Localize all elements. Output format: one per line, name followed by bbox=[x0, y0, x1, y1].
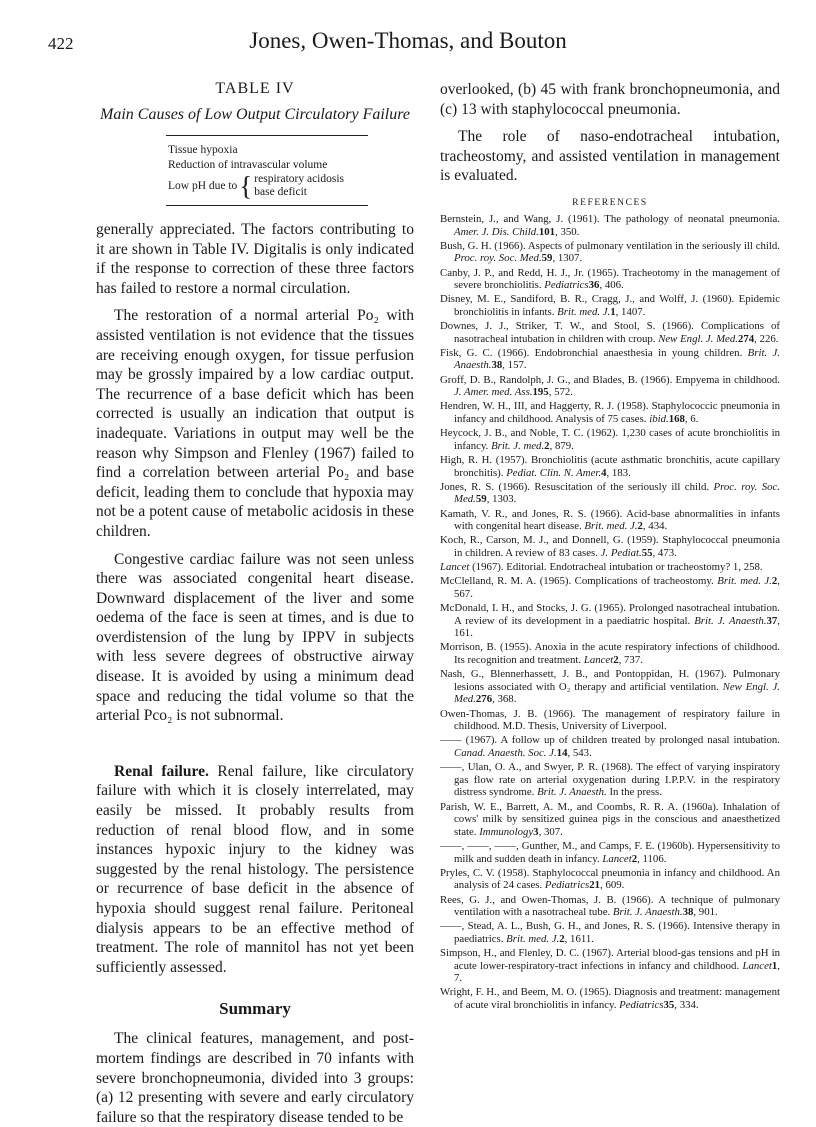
ref-volume: 1 bbox=[610, 305, 616, 318]
ref-journal: Pediatrics bbox=[544, 279, 589, 292]
ref-authors: Nash, G., Blennerhassett, J. B., and Pontoppidan, H. (1967). Pulmonary lesions associated with O₂ therapy and artificial ventilation. bbox=[440, 668, 780, 693]
reference-item bbox=[440, 347, 780, 372]
reference-item bbox=[440, 867, 780, 892]
ref-pages: (1967). Editorial. Endotracheal intubation or tracheostomy? 1, 258. bbox=[469, 561, 763, 574]
ref-volume: 276 bbox=[475, 693, 493, 706]
ref-pages: , 7. bbox=[454, 959, 780, 985]
ref-journal: Proc. roy. Soc. Med. bbox=[454, 252, 542, 265]
reference-item bbox=[440, 267, 780, 292]
ref-authors: Rees, G. J., and Owen-Thomas, J. B. (1966). A technique of pulmonary ventilation with a nasotracheal tube. bbox=[440, 893, 780, 919]
ref-volume: 2 bbox=[631, 852, 638, 865]
ref-volume: 14 bbox=[556, 747, 568, 759]
table-row bbox=[168, 173, 368, 199]
ref-volume: 2 bbox=[544, 439, 550, 452]
page-header bbox=[40, 28, 776, 62]
renal-failure-text: Renal failure, like circulatory failure with which it is closely interrelated, may easily be missed. It probably results from reduction of renal blood flow, and in some instances hypoxic injury to the kidney was suggested by the renal histology. The persistence or recurrence of base deficit in the absence of hypoxia should suggest renal failure. Peritoneal dialysis appears to be an effective method of treatment. The role of mannitol has not yet been sufficiently assessed. bbox=[96, 762, 414, 976]
ref-volume: 38 bbox=[491, 359, 503, 372]
reference-list bbox=[440, 213, 780, 1012]
ref-authors: Bernstein, J., and Wang, J. (1961). The pathology of neonatal pneumonia. bbox=[440, 212, 780, 225]
ref-pages: , 567. bbox=[454, 575, 780, 600]
ref-volume: 2 bbox=[637, 520, 643, 533]
ref-pages: , 161. bbox=[454, 614, 780, 640]
ref-volume: 36 bbox=[588, 279, 600, 292]
ref-volume: 35 bbox=[663, 999, 675, 1012]
ref-volume: 3 bbox=[533, 825, 539, 838]
ref-journal: ibid. bbox=[649, 413, 669, 426]
reference-item bbox=[440, 400, 780, 425]
ref-journal: Brit. J. Anaesth. bbox=[537, 786, 607, 799]
ref-journal: Brit. J. Anaesth. bbox=[694, 614, 767, 627]
reference-item bbox=[440, 801, 780, 839]
ref-pages: , 434. bbox=[642, 520, 668, 533]
reference-item bbox=[440, 427, 780, 452]
ref-journal: Brit. J. Anaesth. bbox=[454, 346, 781, 372]
right-column bbox=[440, 80, 780, 1013]
ref-journal: Canad. Anaesth. Soc. J. bbox=[454, 747, 557, 759]
ref-authors: Simpson, H., and Flenley, D. C. (1967). Arterial blood-gas tensions and pH in acute lower-respiratory-tract infections in infancy and childhood. bbox=[440, 947, 780, 972]
ref-journal: Brit. med. J. bbox=[506, 932, 560, 945]
ref-pages: , 1407. bbox=[615, 305, 646, 318]
ref-volume: 195 bbox=[532, 386, 549, 399]
reference-item bbox=[440, 602, 780, 640]
ref-authors: Hendren, W. H., III, and Haggerty, R. J. (1958). Staphylococcic pneumonia in infancy and childhood. Analysis of 75 cases. bbox=[440, 400, 780, 426]
ref-journal: Brit. J. med. bbox=[491, 439, 545, 452]
ref-pages: , 157. bbox=[502, 359, 527, 372]
ref-volume: 101 bbox=[538, 225, 556, 238]
reference-item bbox=[440, 734, 780, 759]
page-number: 422 bbox=[48, 34, 74, 53]
summary-paragraph-2: The role of naso-endotracheal intubation, tracheostomy, and assisted ventilation in management is evaluated. bbox=[440, 128, 780, 185]
reference-item bbox=[440, 840, 780, 865]
ref-pages: In the press. bbox=[606, 786, 662, 799]
table-row: Tissue hypoxia bbox=[168, 144, 238, 156]
ref-volume: 38 bbox=[682, 906, 694, 919]
ref-pages: , 334. bbox=[674, 999, 699, 1012]
ref-authors: Groff, D. B., Randolph, J. G., and Blades, B. (1966). Empyema in childhood. bbox=[440, 373, 780, 386]
reference-item bbox=[440, 947, 780, 985]
paragraph: The restoration of a normal arterial Po₂ with assisted ventilation is not evidence that the tissues are receiving enough oxygen, for tissue perfusion may be grossly impaired by a low cardiac output. The recurrence of a base deficit which has been corrected is usually an indication that output is inadequate. Variations in output may well be the reason why Simpson and Flenley (1967) failed to find a correlation between arterial Po₂ and base deficit, leading them to conclude that hypoxia may not be a potent cause of metabolic acidosis in these children. bbox=[96, 307, 414, 540]
ref-authors: High, R. H. (1957). Bronchiolitis (acute asthmatic bronchitis, acute capillary bronchitis). bbox=[440, 454, 780, 479]
ref-volume: 37 bbox=[766, 614, 778, 627]
ref-authors: Pryles, C. V. (1958). Staphylococcal pneumonia in infancy and childhood. An analysis of 24 cases. bbox=[440, 866, 780, 892]
ref-journal: Pediatrics bbox=[619, 999, 664, 1012]
reference-item bbox=[440, 641, 780, 666]
ref-volume: 168 bbox=[668, 413, 685, 426]
reference-item bbox=[440, 534, 780, 559]
ref-pages: , 226. bbox=[754, 332, 779, 345]
ref-journal: Lancet bbox=[742, 959, 772, 972]
ref-volume: 274 bbox=[737, 332, 755, 345]
ref-authors: —— (1967). A follow up of children treated by prolonged nasal intubation. bbox=[440, 734, 780, 747]
ref-journal: Brit. J. Anaesth. bbox=[612, 906, 683, 919]
ref-journal: Pediatrics bbox=[544, 879, 590, 892]
ref-volume: 55 bbox=[641, 546, 653, 559]
table-caption: Main Causes of Low Output Circulatory Failure bbox=[100, 106, 410, 123]
ref-journal: Lancet bbox=[440, 561, 470, 574]
ref-authors: ——, Ulan, O. A., and Swyer, P. R. (1968). The effect of varying inspiratory gas flow rate on arterial oxygenation during I.P.P.V. in the respiratory distress syndrome. bbox=[440, 761, 780, 799]
ref-pages: , 1307. bbox=[552, 252, 583, 265]
paragraph: Congestive cardiac failure was not seen unless there was associated congenital heart disease. Downward displacement of the liver and some oedema of the face is seen at times, and is due to overdistension of the lung by IPPV in subjects with less severe degrees of obstructive airway disease. It is avoided by using a minimum dead space and reducing the tidal volume so that the arterial Pco₂ is not subnormal. bbox=[96, 550, 414, 725]
references-heading: REFERENCES bbox=[572, 197, 648, 208]
reference-item bbox=[440, 454, 780, 479]
ref-journal: Brit. med. J. bbox=[717, 575, 772, 588]
ref-pages: , 183. bbox=[606, 466, 631, 479]
low-ph-cause: respiratory acidosis bbox=[254, 173, 345, 185]
reference-item bbox=[440, 213, 780, 238]
ref-authors: Owen-Thomas, J. B. (1966). The management of respiratory failure in childhood. M.D. Thesis, University of Liverpool. bbox=[440, 707, 780, 733]
ref-journal: Pediat. Clin. N. Amer. bbox=[506, 466, 602, 479]
ref-journal: Proc. roy. Soc. Med. bbox=[454, 480, 781, 506]
ref-authors: Fisk, G. C. (1966). Endobronchial anaesthesia in young children. bbox=[440, 346, 748, 359]
reference-item bbox=[440, 374, 780, 399]
ref-journal: Amer. J. Dis. Child. bbox=[454, 225, 539, 238]
reference-item bbox=[440, 920, 780, 945]
ref-authors: McClelland, R. M. A. (1965). Complications of tracheostomy. bbox=[440, 575, 718, 588]
ref-authors: ——, ——, ——, Gunther, M., and Camps, F. E. (1960b). Hypersensitivity to milk and sudden death in infancy. bbox=[440, 839, 780, 865]
ref-pages: , 572. bbox=[548, 386, 573, 399]
reference-item bbox=[440, 481, 780, 506]
reference-item bbox=[440, 561, 780, 574]
ref-pages: , 406. bbox=[599, 279, 624, 292]
ref-authors: Heycock, J. B., and Noble, T. C. (1962). 1,230 cases of acute bronchiolitis in infancy. bbox=[440, 427, 780, 452]
ref-authors: Morrison, B. (1955). Anoxia in the acute respiratory infections of childhood. Its recognition and treatment. bbox=[440, 641, 780, 667]
brace-icon: { bbox=[239, 171, 253, 201]
ref-journal: Brit. med. J. bbox=[584, 520, 638, 533]
ref-volume: 1 bbox=[771, 959, 778, 972]
ref-authors: Koch, R., Carson, M. J., and Donnell, G. (1959). Staphylococcal pneumonia in children. A review of 83 cases. bbox=[440, 534, 780, 559]
ref-journal: J. Pediat. bbox=[600, 546, 642, 559]
paragraph: generally appreciated. The factors contributing to it are shown in Table IV. Digitalis is only indicated if the response to correction of these three factors has failed to restore a normal circulation. bbox=[96, 221, 414, 297]
reference-item bbox=[440, 708, 780, 733]
ref-volume: 21 bbox=[589, 879, 601, 892]
ref-journal: New Engl. J. Med. bbox=[658, 332, 738, 345]
reference-item bbox=[440, 894, 780, 919]
ref-volume: 59 bbox=[475, 493, 487, 506]
ref-authors: Bush, G. H. (1966). Aspects of pulmonary ventilation in the seriously ill child. bbox=[440, 239, 780, 252]
ref-pages: , 1106. bbox=[637, 852, 667, 865]
reference-item bbox=[440, 668, 780, 706]
ref-authors: Kamath, V. R., and Jones, R. S. (1966). Acid-base abnormalities in infants with congenital heart disease. bbox=[440, 507, 780, 533]
ref-authors: Canby, J. P., and Redd, H. J., Jr. (1965). Tracheotomy in the management of severe bronchiolitis. bbox=[440, 266, 780, 292]
left-column bbox=[96, 80, 414, 1127]
ref-pages: , 543. bbox=[567, 747, 592, 759]
ref-pages: , 1303. bbox=[486, 493, 517, 506]
ref-pages: , 6. bbox=[684, 413, 699, 426]
ref-pages: , 473. bbox=[652, 546, 677, 559]
ref-volume: 2 bbox=[771, 575, 778, 588]
ref-journal: J. Amer. med. Ass. bbox=[454, 386, 533, 399]
ref-pages: , 901. bbox=[693, 906, 718, 919]
ref-pages: , 1611. bbox=[564, 932, 594, 945]
ref-authors: Parish, W. E., Barrett, A. M., and Coombs, R. R. A. (1960a). Inhalation of cows' milk by sensitized guinea pigs in the conscious and anaesthetized state. bbox=[440, 800, 780, 838]
ref-volume: 59 bbox=[541, 252, 553, 265]
ref-pages: , 368. bbox=[492, 693, 517, 706]
low-ph-label: Low pH due to bbox=[168, 179, 238, 192]
summary-continued: overlooked, (b) 45 with frank bronchopneumonia, and (c) 13 with staphylococcal pneumonia. bbox=[440, 81, 780, 118]
ref-pages: , 609. bbox=[600, 879, 625, 892]
table-iv bbox=[166, 135, 368, 206]
table-title: TABLE IV bbox=[215, 80, 295, 97]
running-head: Jones, Owen-Thomas, and Bouton bbox=[249, 28, 567, 53]
renal-failure-heading: Renal failure. bbox=[114, 762, 209, 780]
ref-authors: Jones, R. S. (1966). Resuscitation of the seriously ill child. bbox=[440, 480, 714, 493]
ref-journal: Brit. med. J. bbox=[557, 305, 611, 318]
low-ph-cause: base deficit bbox=[254, 186, 307, 198]
ref-volume: 4 bbox=[601, 466, 607, 479]
ref-authors: Disney, M. E., Sandiford, B. R., Cragg, J., and Wolff, J. (1960). Epidemic bronchiolitis in infants. bbox=[440, 293, 780, 318]
ref-journal: Immunology bbox=[479, 825, 534, 838]
summary-paragraph: The clinical features, management, and post-mortem findings are described in 70 infants with severe bronchopneumonia, divided into 3 groups: (a) 12 presenting with severe and early circulatory failure so that the respiratory disease tended to be bbox=[96, 1030, 414, 1126]
ref-authors: Wright, F. H., and Beem, M. O. (1965). Diagnosis and treatment: management of acute viral bronchiolitis in infancy. bbox=[440, 986, 780, 1012]
ref-volume: 2 bbox=[613, 654, 619, 667]
reference-item bbox=[440, 320, 780, 345]
reference-item bbox=[440, 508, 780, 533]
ref-authors: Downes, J. J., Striker, T. W., and Stool, S. (1966). Complications of nasotracheal intubation in children with croup. bbox=[440, 320, 780, 345]
ref-pages: , 879. bbox=[549, 439, 574, 452]
ref-journal: New Engl. J. Med. bbox=[454, 680, 780, 706]
table-row: Reduction of intravascular volume bbox=[168, 159, 328, 171]
ref-pages: , 350. bbox=[555, 225, 580, 238]
ref-authors: ——, Stead, A. L., Bush, G. H., and Jones, R. S. (1966). Intensive therapy in paediatrics. bbox=[440, 920, 780, 945]
reference-item bbox=[440, 575, 780, 600]
ref-journal: Lancet bbox=[583, 654, 614, 667]
reference-item bbox=[440, 240, 780, 265]
ref-journal: Lancet bbox=[602, 852, 632, 865]
reference-item bbox=[440, 761, 780, 799]
summary-heading: Summary bbox=[219, 999, 291, 1019]
ref-volume: 2 bbox=[559, 932, 565, 945]
reference-item bbox=[440, 986, 780, 1011]
ref-pages: , 737. bbox=[618, 654, 643, 667]
reference-item bbox=[440, 293, 780, 318]
renal-failure-paragraph bbox=[96, 762, 414, 978]
ref-pages: , 307. bbox=[538, 825, 563, 838]
ref-authors: McDonald, I. H., and Stocks, J. G. (1965). Prolonged nasotracheal intubation. A review of its development in a paediatric hospital. bbox=[440, 602, 780, 627]
